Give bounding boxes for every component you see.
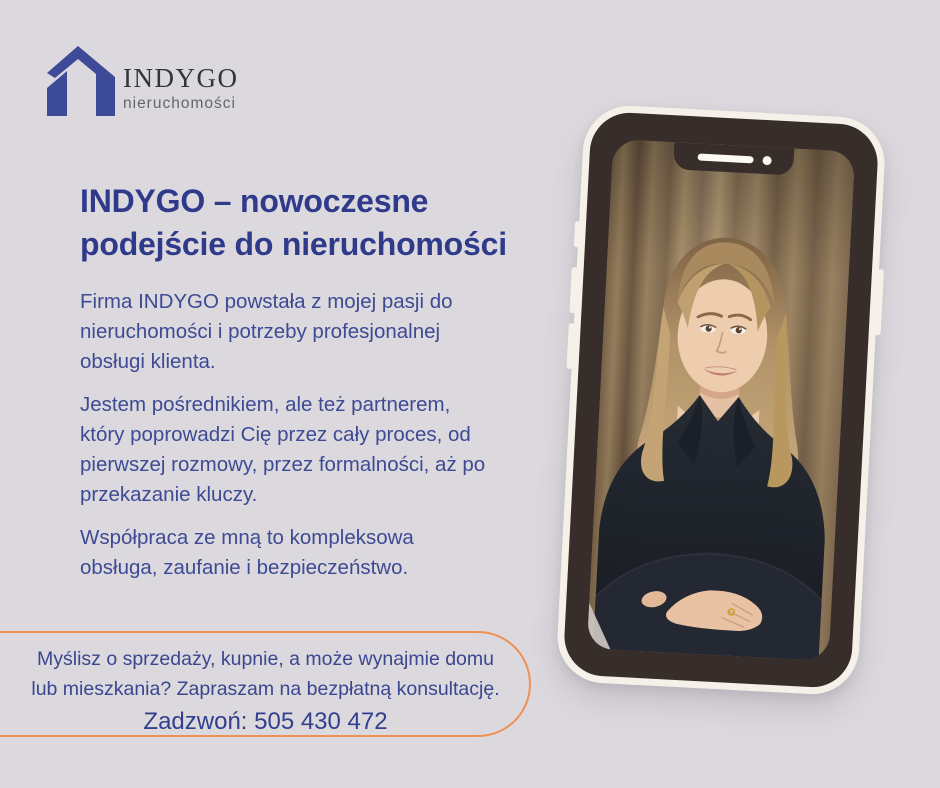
cta-box xyxy=(0,631,531,737)
phone-camera-icon xyxy=(762,156,771,165)
phone-screen xyxy=(587,139,855,661)
phone-mockup xyxy=(555,103,887,696)
cta-content xyxy=(2,633,529,735)
brand-logo xyxy=(47,45,238,117)
phone-number: Zadzwoń: 505 430 472 xyxy=(143,708,388,735)
paragraph-about-cooperation: Współpraca ze mną to kompleksowa obsługa, zaufanie i bezpieczeństwo. xyxy=(80,526,414,579)
headline-line-1: INDYGO – nowoczesne xyxy=(80,183,429,219)
phone-speaker-slot xyxy=(698,153,754,163)
intro-text xyxy=(80,287,485,596)
paragraph-about-company: Firma INDYGO powstała z mojej pasji do nieruchomości i potrzeby profesjonalnej obsługi klienta. xyxy=(80,290,453,373)
headline-line-2: podejście do nieruchomości xyxy=(80,226,507,262)
phone-body xyxy=(562,111,879,689)
logo-name: INDYGO xyxy=(123,63,239,93)
agent-portrait-photo xyxy=(587,139,855,661)
cta-message: Myślisz o sprzedaży, kupnie, a może wynajmie domu lub mieszkania? Zapraszam na bezpłatną konsultację. xyxy=(31,648,500,700)
house-icon xyxy=(47,45,115,117)
logo-text xyxy=(123,45,238,114)
page-title xyxy=(80,180,507,266)
paragraph-about-service: Jestem pośrednikiem, ale też partnerem, który poprowadzi Cię przez cały proces, od pierwszej rozmowy, przez formalności, aż po przekazanie kluczy. xyxy=(80,393,486,506)
logo-subtitle: nieruchomości xyxy=(123,95,236,112)
